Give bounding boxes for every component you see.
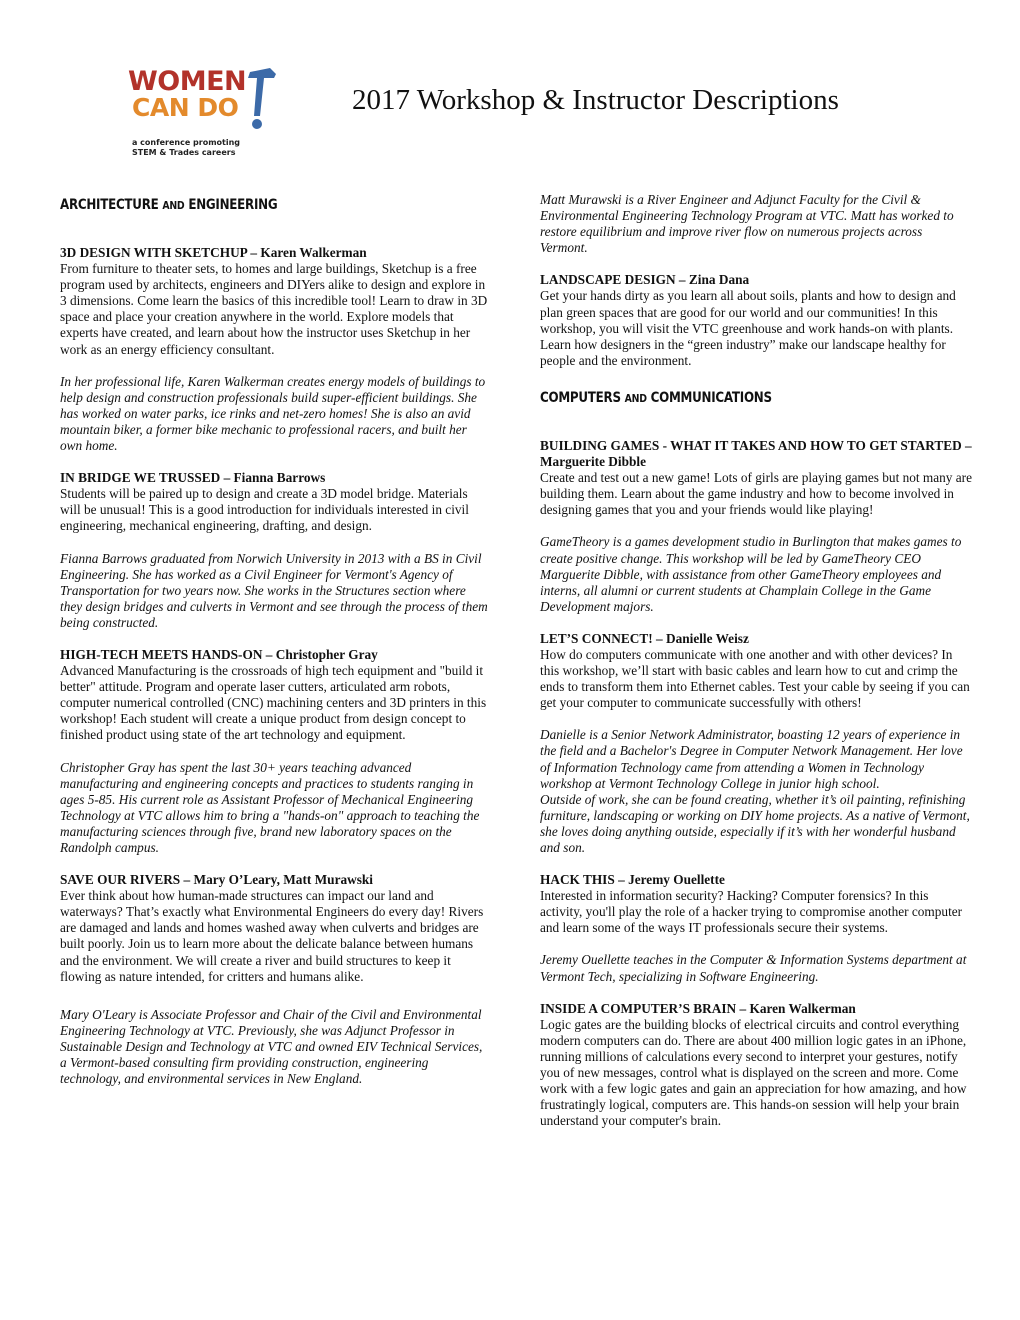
workshop-title-rivers bbox=[60, 872, 490, 888]
logo-tagline bbox=[132, 138, 240, 158]
dash: – bbox=[618, 872, 625, 888]
workshop-description: Interested in information security? Hacking? Computer forensics? In this activity, you'll play the role of a hacker trying to compromise another computer and learn some of the ways IT professionals secure their systems. bbox=[540, 888, 963, 936]
workshop-title-hack bbox=[540, 872, 972, 888]
workshop-instructor: Karen Walkerman bbox=[749, 1000, 856, 1016]
section-heading-word: COMPUTERS bbox=[540, 389, 621, 406]
right-column bbox=[540, 192, 972, 1129]
instructor-bio: Jeremy Ouellette teaches in the Computer & Information Systems department at Vermont Tech, specializing in Software Engineering. bbox=[540, 952, 967, 984]
section-heading-word: ENGINEERING bbox=[188, 197, 278, 213]
workshop-description: Students will be paired up to design and create a 3D model bridge. Materials will be unusual! This is a good introduction for individuals interested in civil engineering, mechanical engineering, drafting, and design. bbox=[60, 486, 469, 534]
women-can-do-logo bbox=[128, 66, 280, 162]
section-heading-and: AND bbox=[624, 391, 647, 405]
workshop-description: How do computers communicate with one another and with other devices? In this workshop, we’ll start with basic cables and learn how to cut and crimp the ends to transform them into Ethernet cables. Test your cable by seeing if you can get your computer to communicate successfully with others! bbox=[540, 646, 970, 711]
dash: – bbox=[223, 470, 231, 486]
workshop-instructor: Danielle Weisz bbox=[666, 630, 749, 646]
workshop-title-sketchup bbox=[60, 245, 490, 261]
workshop-instructor: Fianna Barrows bbox=[233, 470, 326, 486]
dash: – bbox=[965, 437, 972, 453]
section-heading-word: COMMUNICATIONS bbox=[650, 389, 772, 406]
instructor-bio: Fianna Barrows graduated from Norwich University in 2013 with a BS in Civil Engineering. She has worked as a Civil Engineer for Vermont's Agency of Transportation for two years now. She works in the Structures section where they design bridges and culverts in Vermont and see through the process of them being constructed. bbox=[60, 550, 488, 630]
workshop-instructor: Mary O’Leary, Matt Murawski bbox=[193, 872, 373, 888]
workshop-title: 3D DESIGN WITH SKETCHUP bbox=[60, 245, 248, 260]
workshop-title: BUILDING GAMES - WHAT IT TAKES AND HOW TO GET STARTED bbox=[540, 437, 962, 453]
left-column bbox=[60, 196, 490, 1087]
workshop-title: SAVE OUR RIVERS bbox=[60, 872, 181, 888]
workshop-title-bridge bbox=[60, 470, 490, 486]
instructor-bio: Matt Murawski is a River Engineer and Adjunct Faculty for the Civil & Environmental Engineering Technology Program at VTC. Matt has worked to restore equilibrium and improve river flow on numerous projects across Vermont. bbox=[540, 192, 954, 256]
workshop-description: From furniture to theater sets, to homes and large buildings, Sketchup is a free program used by architects, engineers and DIYers alike to design and explore in 3 dimensions. Come learn the basics of this incredible tool! Learn to draw in 3D space and place your creation anywhere in the world. Explore models that experts have created, and learn about how the instructor uses Sketchup in her work as an energy efficiency consultant. bbox=[60, 261, 488, 357]
workshop-instructor: Christopher Gray bbox=[275, 646, 378, 662]
workshop-title: IN BRIDGE WE TRUSSED bbox=[60, 470, 221, 486]
page-title: 2017 Workshop & Instructor Descriptions bbox=[352, 84, 839, 116]
logo-line-2: CAN DO bbox=[132, 93, 239, 122]
workshop-title-games bbox=[540, 438, 972, 470]
workshop-title-connect bbox=[540, 631, 972, 647]
dash: – bbox=[656, 630, 663, 646]
section-heading-computers bbox=[540, 389, 907, 408]
workshop-instructor: Marguerite Dibble bbox=[540, 454, 646, 470]
workshop-description: Advanced Manufacturing is the crossroads of high tech equipment and "build it better" attitude. Program and operate laser cutters, articulated arm robots, computer numerical controlled (CNC) machining centers and 3D printers in this workshop! Each student will create a unique product from design concept to finished product using state of the art technology and equipment. bbox=[60, 663, 487, 743]
workshop-instructor: Zina Dana bbox=[688, 272, 750, 288]
workshop-title-landscape bbox=[540, 272, 972, 288]
workshop-title: HACK THIS bbox=[540, 872, 615, 888]
hammer-icon bbox=[240, 66, 280, 130]
workshop-title: HIGH-TECH MEETS HANDS-ON bbox=[60, 646, 263, 662]
dash: – bbox=[183, 872, 191, 888]
workshop-title-hightech bbox=[60, 647, 490, 663]
workshop-title: LET’S CONNECT! bbox=[540, 630, 653, 646]
workshop-title-brain bbox=[540, 1001, 972, 1017]
workshop-description: Create and test out a new game! Lots of girls are playing games but not many are building them. Learn about the game industry and how to become involved in designing games that you and your friends would like playing! bbox=[540, 470, 973, 518]
workshop-instructor: Jeremy Ouellette bbox=[628, 872, 725, 888]
instructor-bio: Danielle is a Senior Network Administrator, boasting 12 years of experience in the field and a Bachelor's Degree in Computer Network Management. Her love of Information Technology came from attending a Women in Technology workshop at Vermont Technology College in junior high school. bbox=[540, 727, 963, 791]
instructor-bio: Christopher Gray has spent the last 30+ years teaching advanced manufacturing and engineering concepts and practices to students ranging in ages 5-85. His current role as Assistant Professor of Mechanical Engineering Technology at VTC allows him to bring a "hands-on" approach to teaching the manufacturing sciences through five, brand new laboratory spaces on the Randolph campus. bbox=[60, 759, 480, 855]
section-heading-word: ARCHITECTURE bbox=[60, 197, 159, 213]
instructor-bio: Mary O'Leary is Associate Professor and Chair of the Civil and Environmental Engineering Technology at VTC. Previously, she was Adjunct Professor in Sustainable Design and Technology at VTC and owned EIV Technical Services, a Vermont-based consulting firm providing construction, engineering technology, and environmental services in New England. bbox=[60, 1006, 483, 1087]
workshop-description: Logic gates are the building blocks of electrical circuits and control everything modern computers can do. There are about 400 million logic gates in an iPhone, running millions of calculations every second to interpret your gestures, notify you of new messages, control what is displayed on the screen and more. Come work with a few logic gates and gain an appreciation for how amazing, and how frustratingly logical, computers are. This hands-on session will help your brain understand your computer's brain. bbox=[540, 1016, 967, 1129]
logo-tagline-2: STEM & Trades careers bbox=[132, 148, 236, 157]
instructor-bio: Outside of work, she can be found creating, whether it’s oil painting, refinishing furniture, landscaping or working on DIY home projects. As a native of Vermont, she loves doing anything outside, especially if it’s with her wonderful husband and son. bbox=[540, 791, 970, 855]
instructor-bio: In her professional life, Karen Walkerman creates energy models of buildings to help design and construction professionals build super-efficient buildings. She has worked on water parks, ice rinks and net-zero homes! She is also an avid mountain biker, a former bike mechanic to professional racers, and built her own home. bbox=[60, 373, 486, 454]
logo-line-1: WOMEN bbox=[128, 66, 247, 97]
workshop-description: Ever think about how human-made structures can impact our land and waterways? That’s exactly what Environmental Engineers do every day! Rivers are damaged and lands and homes washed away when culverts and bridges are built poorly. Join us to learn more about the delicate balance between humans and the environment. We will create a river and build structures to keep it flowing as nature intended, for critters and humans alike. bbox=[60, 888, 484, 984]
workshop-title: LANDSCAPE DESIGN bbox=[540, 272, 676, 288]
dash: – bbox=[265, 646, 273, 662]
logo-tagline-1: a conference promoting bbox=[132, 138, 241, 147]
section-heading-and: AND bbox=[162, 199, 185, 212]
instructor-bio: GameTheory is a games development studio in Burlington that makes games to create positive change. This workshop will be led by GameTheory CEO Marguerite Dibble, with assistance from other GameTheory employees and interns, all alumni or current students at Champlain College in the Game Development majors. bbox=[540, 534, 962, 614]
workshop-instructor: Karen Walkerman bbox=[260, 245, 367, 260]
dash: – bbox=[678, 272, 686, 288]
dash: – bbox=[250, 245, 258, 260]
workshop-title: INSIDE A COMPUTER’S BRAIN bbox=[540, 1000, 737, 1016]
section-heading-architecture bbox=[60, 196, 426, 215]
workshop-description: Get your hands dirty as you learn all about soils, plants and how to design and plan green spaces that are good for our world and our communities! In this workshop, you will visit the VTC greenhouse and work hands-on with plants. Learn how designers in the “green industry” make our landscape healthy for people and the environment. bbox=[540, 288, 956, 368]
dash: – bbox=[739, 1000, 747, 1016]
